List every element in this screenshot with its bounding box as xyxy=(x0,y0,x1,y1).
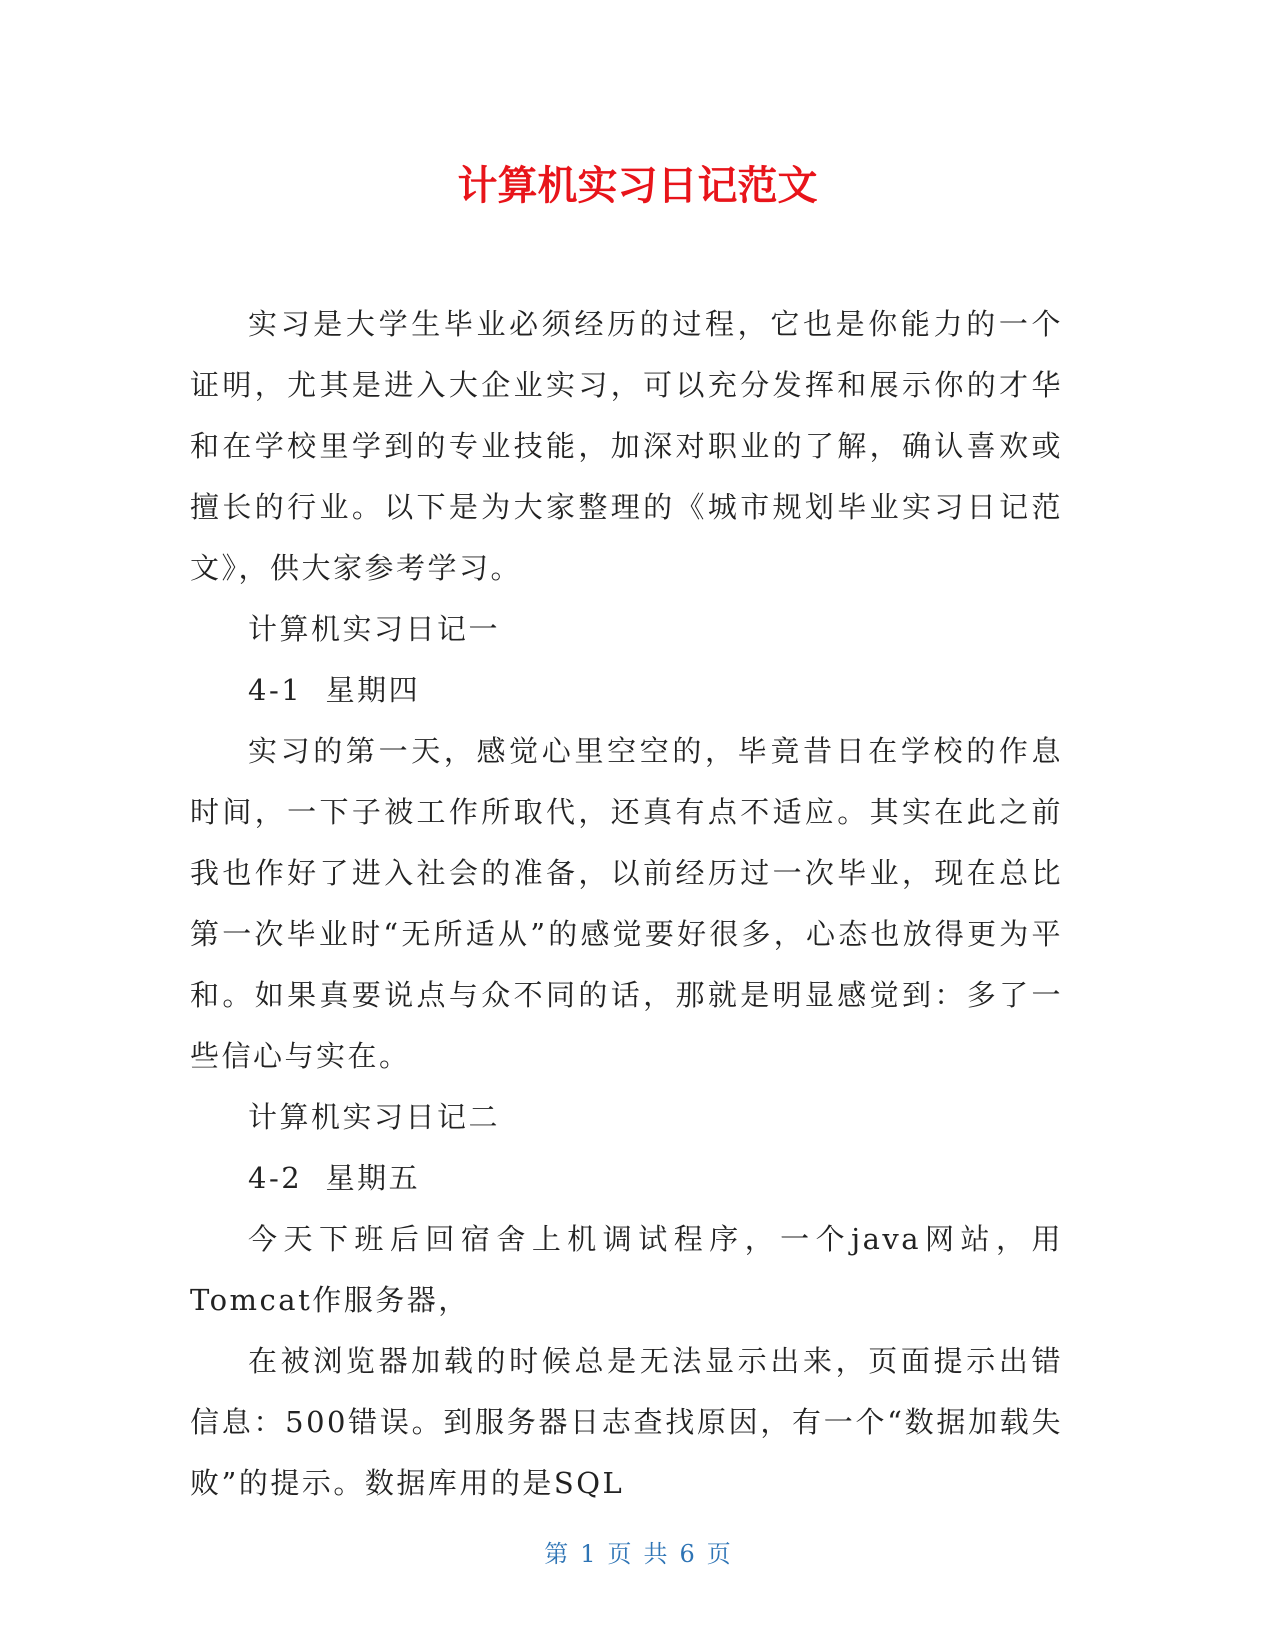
footer-current-page: 1 xyxy=(580,1540,596,1568)
footer-page-prefix: 第 xyxy=(544,1540,569,1568)
page-footer xyxy=(0,1538,1275,1570)
footer-total-pages: 6 xyxy=(679,1540,695,1568)
paragraph-diary-1: 实习的第一天，感觉心里空空的，毕竟昔日在学校的作息时间，一下子被工作所取代，还真有点不适应。其实在此之前我也作好了进入社会的准备，以前经历过一次毕业，现在总比第一次毕业时“无所适从”的感觉要好很多，心态也放得更为平和。如果真要说点与众不同的话，那就是明显感觉到：多了一些信心与实在。 xyxy=(190,734,1063,1073)
document-title: 计算机实习日记范文 xyxy=(457,163,818,209)
paragraph-intro: 实习是大学生毕业必须经历的过程，它也是你能力的一个证明，尤其是进入大企业实习，可以充分发挥和展示你的才华和在学校里学到的专业技能，加深对职业的了解，确认喜欢或擅长的行业。以下是为大家整理的《城市规划毕业实习日记范文》，供大家参考学习。 xyxy=(190,307,1063,585)
section-heading-diary-2: 计算机实习日记二 xyxy=(248,1100,501,1134)
footer-total-prefix: 共 xyxy=(643,1540,668,1568)
document-body xyxy=(190,294,1063,1514)
date-line-diary-2: 4-2 星期五 xyxy=(248,1161,421,1195)
paragraph-diary-2a: 今天下班后回宿舍上机调试程序，一个java网站，用Tomcat作服务器， xyxy=(190,1222,1063,1317)
date-line-diary-1: 4-1 星期四 xyxy=(248,673,421,707)
footer-page-suffix: 页 xyxy=(706,1540,731,1568)
section-heading-diary-1: 计算机实习日记一 xyxy=(248,612,501,646)
paragraph-diary-2b: 在被浏览器加载的时候总是无法显示出来，页面提示出错信息：500错误。到服务器日志查找原因，有一个“数据加载失败”的提示。数据库用的是SQL xyxy=(190,1344,1063,1500)
footer-page-mid: 页 xyxy=(607,1540,632,1568)
